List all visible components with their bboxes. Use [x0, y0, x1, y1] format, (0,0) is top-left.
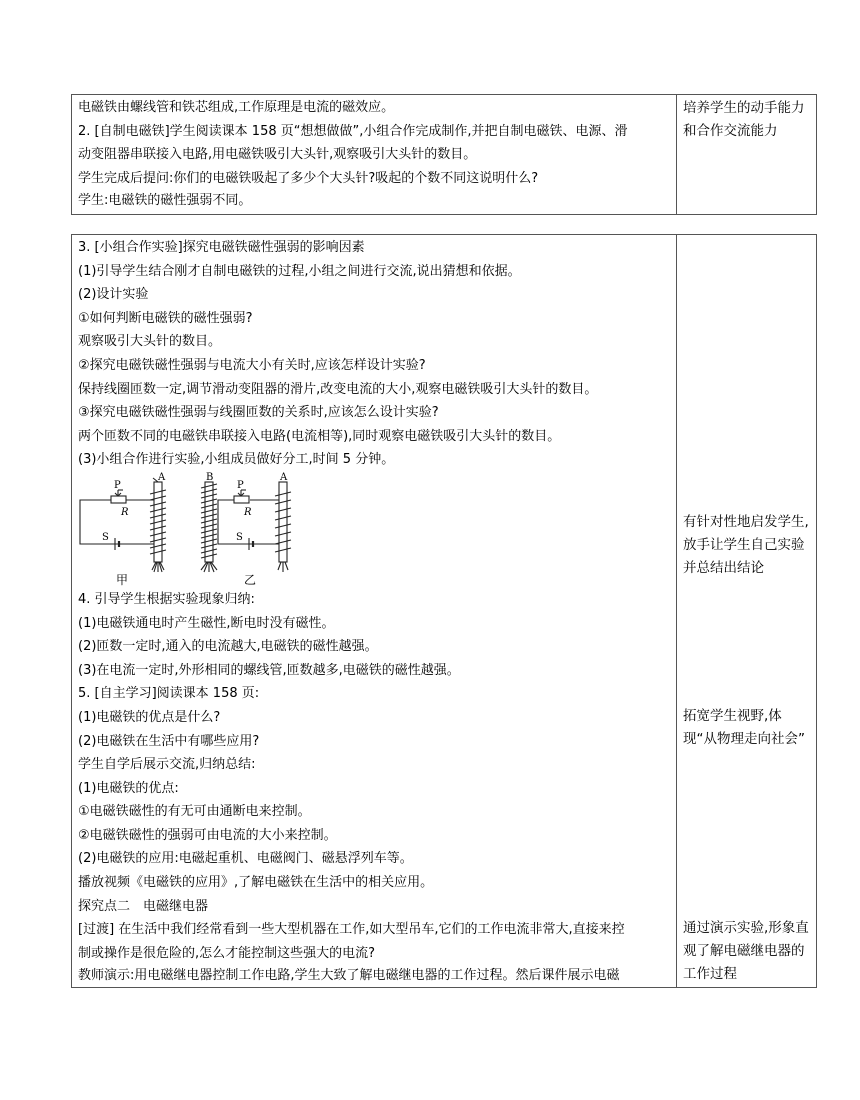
design-intent-note: 培养学生的动手能力和合作交流能力	[683, 100, 805, 139]
label-r-left: R	[121, 506, 129, 518]
label-s-right: S	[236, 531, 243, 543]
label-a-right: A	[280, 471, 288, 483]
label-p-right: P	[237, 479, 244, 491]
text-line: 学生完成后提问:你们的电磁铁吸起了多少个大头针?吸起的个数不同这说明什么?	[78, 170, 539, 186]
text-line: 制或操作是很危险的,怎么才能控制这些强大的电流?	[78, 945, 376, 961]
text-line: ①电磁铁磁性的有无可由通断电来控制。	[78, 804, 311, 820]
lesson-table-main	[71, 234, 817, 988]
content-cell	[72, 235, 677, 988]
text-line: 5. [自主学习]阅读课本 158 页:	[78, 686, 260, 702]
text-line: ②探究电磁铁磁性强弱与电流大小有关时,应该怎样设计实验?	[78, 357, 426, 373]
text-line: (2)电磁铁在生活中有哪些应用?	[78, 733, 260, 749]
text-line: 学生自学后展示交流,归纳总结:	[78, 757, 256, 773]
text-line: 两个匝数不同的电磁铁串联接入电路(电流相等),同时观察电磁铁吸引大头针的数目。	[78, 428, 561, 444]
text-line: ①如何判断电磁铁的磁性强弱?	[78, 310, 253, 326]
caption-left: 甲	[116, 572, 129, 587]
label-a-left: A	[158, 471, 166, 483]
text-line: (1)电磁铁通电时产生磁性,断电时没有磁性。	[78, 615, 335, 631]
label-b-right: B	[206, 471, 214, 483]
text-line: [过渡] 在生活中我们经常看到一些大型机器在工作,如大型吊车,它们的工作电流非常大,直接来控	[78, 922, 625, 938]
label-r-right: R	[244, 506, 252, 518]
text-line: 4. 引导学生根据实验现象归纳:	[78, 591, 255, 607]
electromagnet-circuit-figure	[78, 472, 670, 588]
caption-right: 乙	[244, 572, 257, 587]
text-line: 2. [自制电磁铁]学生阅读课本 158 页“想想做做”,小组合作完成制作,并把自制电磁铁、电源、滑	[78, 123, 628, 139]
circuit-diagrams	[78, 472, 318, 588]
design-intent-note: 拓宽学生视野,体现“从物理走向社会”	[683, 708, 805, 747]
content-cell	[72, 95, 677, 215]
label-s-left: S	[102, 531, 109, 543]
text-line: 3. [小组合作实验]探究电磁铁磁性强弱的影响因素	[78, 240, 365, 255]
text-line: (2)设计实验	[78, 287, 149, 303]
text-line: 电磁铁由螺线管和铁芯组成,工作原理是电流的磁效应。	[78, 100, 395, 115]
section-heading: 探究点二 电磁继电器	[78, 898, 209, 914]
text-line: 学生:电磁铁的磁性强弱不同。	[78, 193, 252, 209]
text-line: ③探究电磁铁磁性强弱与线圈匝数的关系时,应该怎么设计实验?	[78, 405, 439, 421]
text-line: (1)引导学生结合刚才自制电磁铁的过程,小组之间进行交流,说出猜想和依据。	[78, 263, 521, 279]
text-line: (1)电磁铁的优点是什么?	[78, 709, 221, 725]
design-intent-note: 通过演示实验,形象直观了解电磁继电器的工作过程	[683, 920, 809, 982]
text-line: (2)匝数一定时,通入的电流越大,电磁铁的磁性越强。	[78, 639, 378, 655]
text-line: 观察吸引大头针的数目。	[78, 334, 222, 350]
text-line: 教师演示:用电磁继电器控制工作电路,学生大致了解电磁继电器的工作过程。然后课件展示电磁	[78, 968, 620, 984]
label-p-left: P	[114, 479, 121, 491]
text-line: 动变阻器串联接入电路,用电磁铁吸引大头针,观察吸引大头针的数目。	[78, 147, 477, 163]
lesson-table-top	[71, 94, 817, 215]
text-line: (2)电磁铁的应用:电磁起重机、电磁阀门、磁悬浮列车等。	[78, 851, 413, 867]
design-intent-cell	[677, 235, 817, 988]
text-line: ②电磁铁磁性的强弱可由电流的大小来控制。	[78, 827, 337, 843]
design-intent-note: 有针对性地启发学生,放手让学生自己实验并总结出结论	[683, 514, 809, 576]
text-line: 播放视频《电磁铁的应用》,了解电磁铁在生活中的相关应用。	[78, 875, 434, 891]
text-line: (1)电磁铁的优点:	[78, 780, 179, 796]
text-line: 保持线圈匝数一定,调节滑动变阻器的滑片,改变电流的大小,观察电磁铁吸引大头针的数目。	[78, 381, 598, 397]
design-intent-cell	[677, 95, 817, 215]
text-line: (3)在电流一定时,外形相同的螺线管,匝数越多,电磁铁的磁性越强。	[78, 662, 460, 678]
text-line: (3)小组合作进行实验,小组成员做好分工,时间 5 分钟。	[78, 452, 395, 468]
